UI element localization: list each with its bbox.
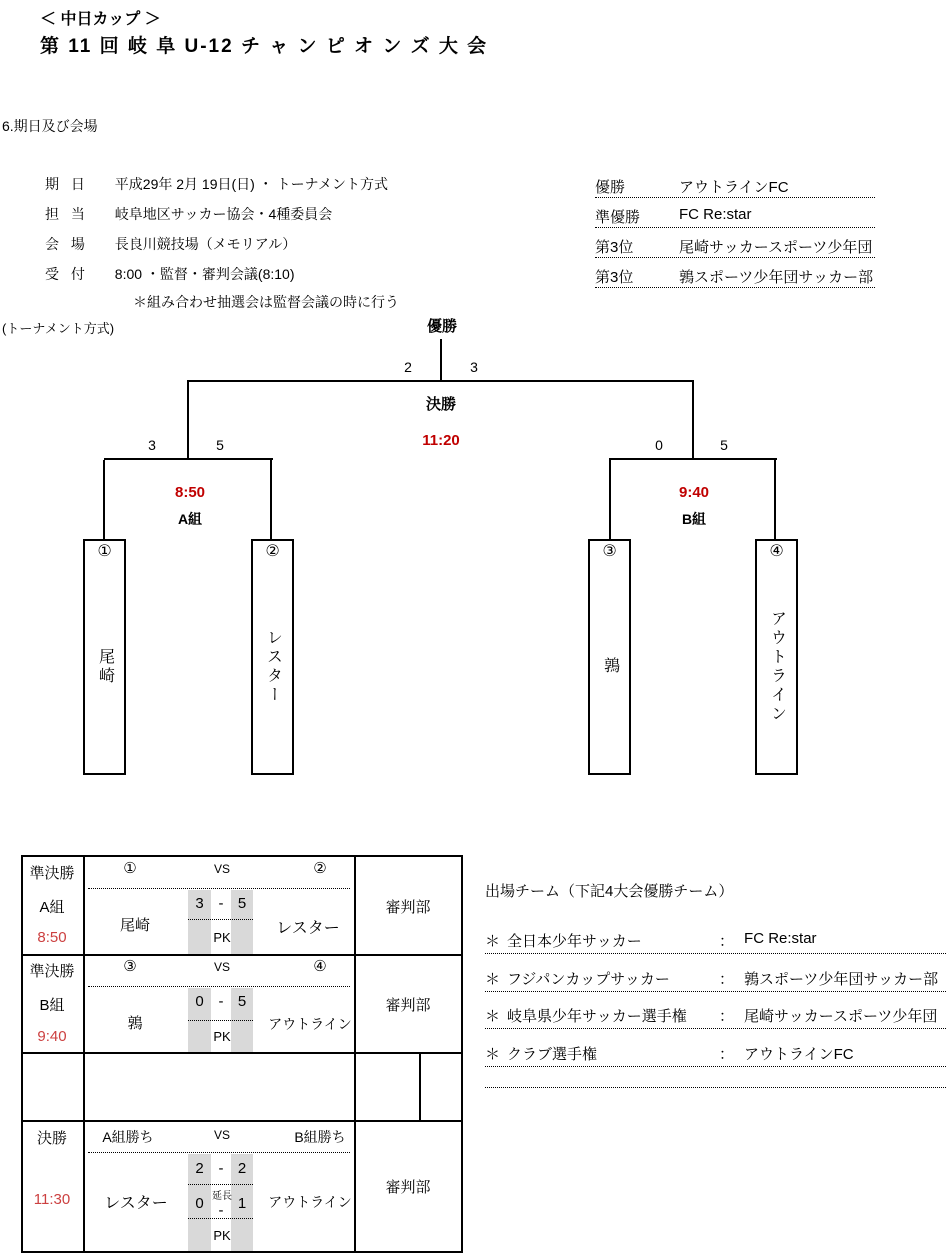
info-value: 長良川競技場（メモリアル） [114, 236, 297, 252]
team-name-wrap [769, 560, 785, 773]
result-label: 第3位 [595, 239, 634, 256]
table-line [21, 1052, 463, 1054]
participant-bullet: ＊ [485, 971, 501, 988]
semi-a-time: 8:50 [174, 484, 206, 501]
match-time: 11:30 [33, 1191, 71, 1208]
participant-row [485, 930, 946, 954]
bracket-format-label: (トーナメント方式) [2, 321, 115, 336]
score-home: 0 [195, 993, 204, 1010]
table-line [21, 1251, 463, 1253]
table-line [21, 1120, 463, 1122]
participant-colon: ： [719, 971, 735, 988]
team2-name: アウトライン [268, 1016, 352, 1032]
dotted-line [485, 1087, 946, 1088]
bracket-line-team4-stem [774, 460, 776, 539]
match-time: 8:50 [37, 929, 67, 946]
team1-name: レスター [104, 1195, 168, 1212]
final-score-left: 2 [404, 359, 412, 375]
group-label: A組 [39, 899, 65, 916]
team1-name: 尾崎 [119, 917, 150, 934]
score-home: 3 [195, 895, 204, 912]
vs-label: VS [213, 1128, 230, 1142]
seed-2: ② [313, 860, 327, 877]
result-label: 準優勝 [595, 209, 641, 226]
seed-1: ③ [123, 958, 137, 975]
bracket-line-semi-a [104, 458, 273, 460]
team-box-4 [755, 539, 798, 775]
result-label: 第3位 [595, 269, 634, 286]
seed-number: ③ [602, 543, 617, 560]
ext-score-dash: - [218, 1202, 224, 1219]
participant-label: 岐阜県少年サッカー選手権 [507, 1008, 687, 1025]
info-value: 岐阜地区サッカー協会・4種委員会 [114, 206, 333, 222]
referee-label: 審判部 [385, 899, 431, 916]
team-box-2 [251, 539, 294, 775]
team-name-wrap [97, 560, 113, 773]
pk-label: PK [213, 930, 231, 945]
team-name: レスター [264, 628, 282, 705]
result-row-third-a [595, 236, 875, 258]
team-name-wrap [602, 560, 618, 773]
result-row-champion [595, 176, 875, 198]
match-time: 9:40 [37, 1028, 67, 1045]
team-name: 尾崎 [96, 647, 114, 686]
info-row-venue [45, 234, 296, 254]
vs-label: VS [213, 960, 230, 974]
bracket-line-semi-b [609, 458, 777, 460]
bracket-line-team2-stem [270, 460, 272, 539]
pk-label: PK [213, 1029, 231, 1044]
participant-row [485, 968, 946, 992]
cup-title: ＜ 中日カップ ＞ [40, 11, 161, 28]
participant-bullet: ＊ [485, 1008, 501, 1025]
bracket-champion-label: 優勝 [426, 318, 457, 335]
team-name-wrap [265, 560, 281, 773]
result-value: 尾崎サッカースポーツ少年団 [679, 239, 873, 256]
seed-2: ④ [313, 958, 327, 975]
ext-score-home: 0 [195, 1195, 204, 1212]
section-heading: 6.期日及び会場 [2, 118, 98, 134]
info-row-date [45, 174, 388, 194]
semi-b-label: B組 [681, 511, 707, 527]
result-value: アウトラインFC [679, 179, 789, 196]
referee-label: 審判部 [385, 997, 431, 1014]
info-label: 受 付 [45, 266, 89, 282]
semi-b-score-right: 5 [720, 437, 728, 453]
dotted-line [188, 1020, 253, 1021]
extra-time-label: 延長 [212, 1191, 232, 1202]
info-row-charge [45, 204, 332, 224]
score-dash: - [218, 1160, 224, 1177]
participant-bullet: ＊ [485, 1046, 501, 1063]
final-score-right: 3 [470, 359, 478, 375]
bracket-line-right-stem [692, 380, 694, 460]
ext-score-away: 1 [237, 1195, 247, 1212]
bracket-line-champion-stem [440, 339, 442, 381]
final-time: 11:20 [422, 432, 460, 449]
team-name: アウトライン [768, 609, 786, 724]
result-row-third-b [595, 266, 875, 288]
pk-label: PK [213, 1228, 231, 1243]
participant-row [485, 1043, 946, 1067]
dotted-line [188, 919, 253, 920]
bracket-line-team1-stem [103, 460, 105, 539]
info-row-reception [45, 264, 295, 284]
participant-value: アウトラインFC [744, 1046, 854, 1063]
semi-a-score-left: 3 [148, 437, 156, 453]
dotted-line [88, 888, 350, 889]
result-label: 優勝 [595, 179, 626, 196]
score-dash: - [218, 895, 224, 912]
result-value: 鶉スポーツ少年団サッカー部 [679, 269, 874, 286]
result-value: FC Re:star [679, 206, 752, 223]
side1-label: A組勝ち [102, 1129, 154, 1145]
participants-title: 出場チーム（下記4大会優勝チーム） [485, 883, 734, 900]
table-line [21, 855, 463, 857]
seed-number: ① [97, 543, 112, 560]
score-away: 5 [237, 993, 247, 1010]
table-line-empty-row-divider [419, 1052, 421, 1122]
info-label: 担 当 [45, 206, 89, 222]
info-value: 平成29年 2月 19日(日) ・ トーナメント方式 [114, 176, 389, 192]
vs-label: VS [213, 862, 230, 876]
semi-b-score-left: 0 [655, 437, 663, 453]
final-label: 決勝 [425, 396, 456, 413]
dotted-line [188, 1184, 253, 1185]
team-box-3 [588, 539, 631, 775]
info-note: ＊組み合わせ抽選会は監督会議の時に行う [133, 294, 399, 310]
bracket-line-final [188, 380, 694, 382]
dotted-line [88, 1152, 350, 1153]
info-value: 8:00 ・監督・審判会議(8:10) [114, 266, 295, 282]
dotted-line [88, 986, 350, 987]
team2-name: レスター [276, 920, 340, 937]
participant-value: 鶉スポーツ少年団サッカー部 [744, 971, 939, 988]
participant-row [485, 1005, 946, 1029]
table-line [21, 954, 463, 956]
bracket-line-left-stem [187, 380, 189, 460]
participant-value: FC Re:star [744, 930, 817, 947]
seed-number: ② [265, 543, 280, 560]
info-label: 期 日 [45, 176, 89, 192]
table-line [83, 855, 85, 1253]
group-label: B組 [39, 997, 65, 1014]
score-away: 5 [237, 895, 247, 912]
participant-label: 全日本少年サッカー [507, 933, 642, 950]
score-home: 2 [195, 1160, 204, 1177]
round-label: 準決勝 [29, 865, 75, 882]
participant-colon: ： [719, 1046, 735, 1063]
round-label: 準決勝 [29, 963, 75, 980]
semi-a-label: A組 [177, 511, 203, 527]
participant-label: クラブ選手権 [507, 1046, 598, 1063]
team1-name: 鶉 [127, 1015, 143, 1032]
participant-colon: ： [719, 933, 735, 950]
participant-colon: ： [719, 1008, 735, 1025]
result-row-runnerup [595, 206, 875, 228]
semi-b-time: 9:40 [678, 484, 710, 501]
seed-number: ④ [769, 543, 784, 560]
score-away: 2 [237, 1160, 247, 1177]
participant-label: フジパンカップサッカー [507, 971, 670, 988]
team2-name: アウトライン [268, 1194, 352, 1210]
semi-a-score-right: 5 [216, 437, 224, 453]
round-label: 決勝 [36, 1130, 67, 1147]
side2-label: B組勝ち [294, 1129, 346, 1145]
team-name: 鶉 [601, 657, 619, 676]
info-label: 会 場 [45, 236, 89, 252]
score-dash: - [218, 993, 224, 1010]
bracket-line-team3-stem [609, 460, 611, 539]
team-box-1 [83, 539, 126, 775]
page-title: 第 11 回 岐 阜 U-12 チ ャ ン ピ オ ン ズ 大 会 [40, 36, 489, 57]
participant-value: 尾崎サッカースポーツ少年団 [744, 1008, 938, 1025]
participant-bullet: ＊ [485, 933, 501, 950]
table-line [461, 855, 463, 1253]
referee-label: 審判部 [385, 1179, 431, 1196]
seed-1: ① [123, 860, 137, 877]
